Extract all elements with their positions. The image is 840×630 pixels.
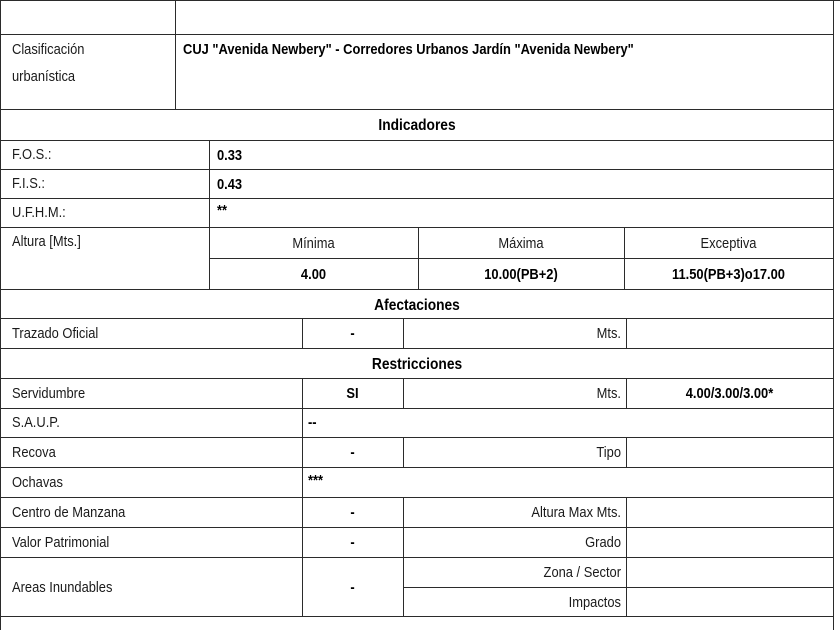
rule xyxy=(626,318,627,348)
ufhm-value: ** xyxy=(217,202,228,219)
fis-label: F.I.S.: xyxy=(12,175,45,192)
rule xyxy=(0,557,834,558)
trazado-label: Trazado Oficial xyxy=(12,325,99,342)
rule xyxy=(302,318,303,348)
altura-header-exceptiva: Exceptiva xyxy=(700,235,757,252)
servidumbre-unit: Mts. xyxy=(596,385,621,402)
restricciones-title: Restricciones xyxy=(371,356,463,373)
ochavas-value: *** xyxy=(308,472,324,489)
recova-label: Recova xyxy=(12,444,56,461)
rule xyxy=(0,497,834,498)
servidumbre-value: SI xyxy=(346,385,359,402)
inundables-label: Areas Inundables xyxy=(12,579,113,596)
rule xyxy=(0,467,834,468)
saup-value: -- xyxy=(308,414,317,431)
rule xyxy=(0,408,834,409)
ufhm-label: U.F.H.M.: xyxy=(12,204,66,221)
clasificacion-label-line2: urbanística xyxy=(12,68,76,85)
rule xyxy=(0,169,834,170)
rule xyxy=(209,140,210,289)
recova-value: - xyxy=(350,444,355,461)
trazado-unit: Mts. xyxy=(596,325,621,342)
rule xyxy=(833,0,834,630)
rule xyxy=(0,140,834,141)
rule xyxy=(624,227,625,289)
altura-header-minima: Mínima xyxy=(292,235,335,252)
patrimonial-label: Valor Patrimonial xyxy=(12,534,110,551)
altura-value-exceptiva: 11.50(PB+3)o17.00 xyxy=(672,266,785,283)
fos-label: F.O.S.: xyxy=(12,146,52,163)
rule xyxy=(0,0,840,1)
rule xyxy=(403,497,404,616)
rule xyxy=(0,318,834,319)
rule xyxy=(403,587,834,588)
recova-field: Tipo xyxy=(596,444,621,461)
rule xyxy=(302,378,303,616)
rule xyxy=(209,258,834,259)
rule xyxy=(0,437,834,438)
rule xyxy=(403,378,404,408)
rule xyxy=(0,0,1,630)
inundables-value: - xyxy=(350,579,355,596)
afectaciones-title: Afectaciones xyxy=(374,297,460,314)
saup-label: S.A.U.P. xyxy=(12,414,60,431)
ochavas-label: Ochavas xyxy=(12,474,63,491)
inundables-field-impactos: Impactos xyxy=(568,594,621,611)
rule xyxy=(0,527,834,528)
servidumbre-amount: 4.00/3.00/3.00* xyxy=(685,385,774,402)
rule xyxy=(626,378,627,408)
rule xyxy=(0,34,834,35)
rule xyxy=(0,289,834,290)
rule xyxy=(626,497,627,616)
rule xyxy=(0,616,834,617)
rule xyxy=(626,437,627,467)
rule xyxy=(0,378,834,379)
indicadores-title: Indicadores xyxy=(378,117,456,134)
centro-field: Altura Max Mts. xyxy=(531,504,621,521)
clasificacion-value: CUJ "Avenida Newbery" - Corredores Urbanos Jardín "Avenida Newbery" xyxy=(183,41,634,58)
rule xyxy=(0,227,834,228)
rule xyxy=(175,0,176,109)
centro-label: Centro de Manzana xyxy=(12,504,126,521)
patrimonial-field: Grado xyxy=(585,534,621,551)
trazado-value: - xyxy=(350,325,355,342)
rule xyxy=(0,348,834,349)
clasificacion-label-line1: Clasificación xyxy=(12,41,85,58)
rule xyxy=(0,109,834,110)
patrimonial-value: - xyxy=(350,534,355,551)
rule xyxy=(403,318,404,348)
altura-header-maxima: Máxima xyxy=(498,235,544,252)
altura-label: Altura [Mts.] xyxy=(12,233,81,250)
servidumbre-label: Servidumbre xyxy=(12,385,86,402)
rule xyxy=(418,227,419,289)
centro-value: - xyxy=(350,504,355,521)
altura-value-minima: 4.00 xyxy=(300,266,327,283)
altura-value-maxima: 10.00(PB+2) xyxy=(484,266,558,283)
rule xyxy=(403,437,404,467)
fis-value: 0.43 xyxy=(217,176,243,193)
fos-value: 0.33 xyxy=(217,147,243,164)
rule xyxy=(0,198,834,199)
inundables-field-zona: Zona / Sector xyxy=(543,564,621,581)
